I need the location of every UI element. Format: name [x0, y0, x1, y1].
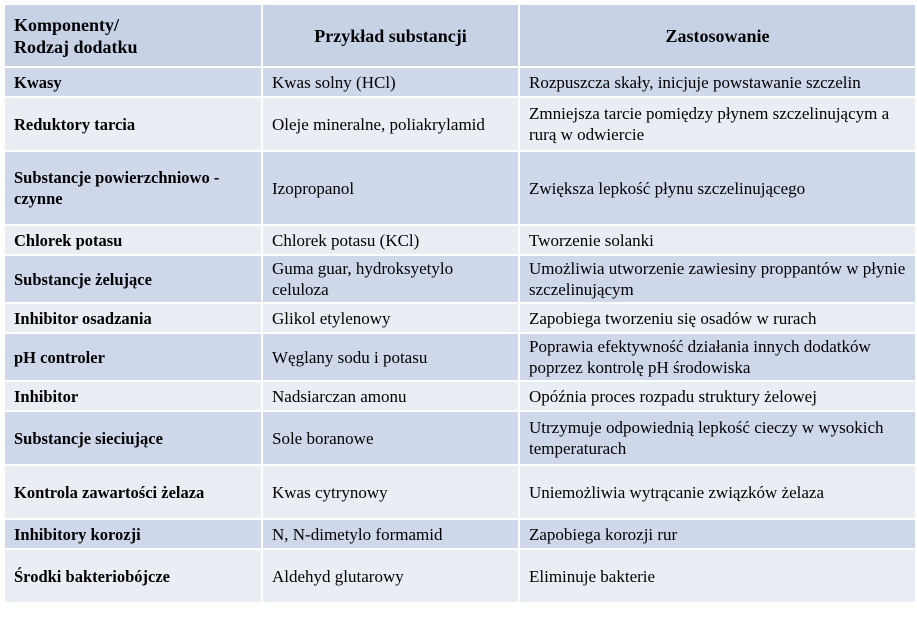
cell-component: Inhibitor osadzania: [4, 303, 262, 333]
cell-component: Reduktory tarcia: [4, 97, 262, 151]
cell-use: Eliminuje bakterie: [519, 549, 916, 603]
cell-use: Zwiększa lepkość płynu szczelinującego: [519, 151, 916, 225]
cell-use: Rozpuszcza skały, inicjuje powstawanie szczelin: [519, 67, 916, 97]
table-row: [4, 519, 916, 549]
cell-example: Guma guar, hydroksyetylo celuloza: [262, 255, 519, 303]
cell-component: Kwasy: [4, 67, 262, 97]
table-row: [4, 97, 916, 151]
table-row: [4, 549, 916, 603]
cell-example: N, N-dimetylo formamid: [262, 519, 519, 549]
table-row: [4, 255, 916, 303]
header-row: [4, 4, 916, 67]
cell-component: Inhibitory korozji: [4, 519, 262, 549]
cell-component: Substancje sieciujące: [4, 411, 262, 465]
cell-example: Sole boranowe: [262, 411, 519, 465]
cell-use: Zmniejsza tarcie pomiędzy płynem szczelinującym a rurą w odwiercie: [519, 97, 916, 151]
cell-use: Poprawia efektywność działania innych dodatków poprzez kontrolę pH środowiska: [519, 333, 916, 381]
cell-example: Oleje mineralne, poliakrylamid: [262, 97, 519, 151]
additives-table-container: [3, 3, 915, 604]
fracking-additives-table: [3, 3, 917, 604]
table-row: [4, 303, 916, 333]
header-example: Przykład substancji: [262, 4, 519, 67]
cell-component: Chlorek potasu: [4, 225, 262, 255]
table-body: [4, 67, 916, 603]
table-row: [4, 465, 916, 519]
table-row: [4, 381, 916, 411]
cell-example: Kwas cytrynowy: [262, 465, 519, 519]
cell-use: Zapobiega korozji rur: [519, 519, 916, 549]
header-use: Zastosowanie: [519, 4, 916, 67]
cell-example: Izopropanol: [262, 151, 519, 225]
table-row: [4, 333, 916, 381]
cell-example: Chlorek potasu (KCl): [262, 225, 519, 255]
cell-use: Uniemożliwia wytrącanie związków żelaza: [519, 465, 916, 519]
cell-component: Kontrola zawartości żelaza: [4, 465, 262, 519]
cell-example: Węglany sodu i potasu: [262, 333, 519, 381]
table-row: [4, 225, 916, 255]
cell-use: Zapobiega tworzeniu się osadów w rurach: [519, 303, 916, 333]
table-row: [4, 411, 916, 465]
cell-example: Aldehyd glutarowy: [262, 549, 519, 603]
cell-use: Opóźnia proces rozpadu struktury żelowej: [519, 381, 916, 411]
cell-component: Substancje żelujące: [4, 255, 262, 303]
table-header: [4, 4, 916, 67]
cell-component: pH controler: [4, 333, 262, 381]
cell-example: Nadsiarczan amonu: [262, 381, 519, 411]
header-component: Komponenty/ Rodzaj dodatku: [4, 4, 262, 67]
cell-use: Tworzenie solanki: [519, 225, 916, 255]
table-row: [4, 67, 916, 97]
table-row: [4, 151, 916, 225]
cell-example: Glikol etylenowy: [262, 303, 519, 333]
cell-component: Środki bakteriobójcze: [4, 549, 262, 603]
cell-component: Substancje powierzchniowo - czynne: [4, 151, 262, 225]
cell-use: Utrzymuje odpowiednią lepkość cieczy w wysokich temperaturach: [519, 411, 916, 465]
cell-example: Kwas solny (HCl): [262, 67, 519, 97]
cell-use: Umożliwia utworzenie zawiesiny proppantów w płynie szczelinującym: [519, 255, 916, 303]
cell-component: Inhibitor: [4, 381, 262, 411]
